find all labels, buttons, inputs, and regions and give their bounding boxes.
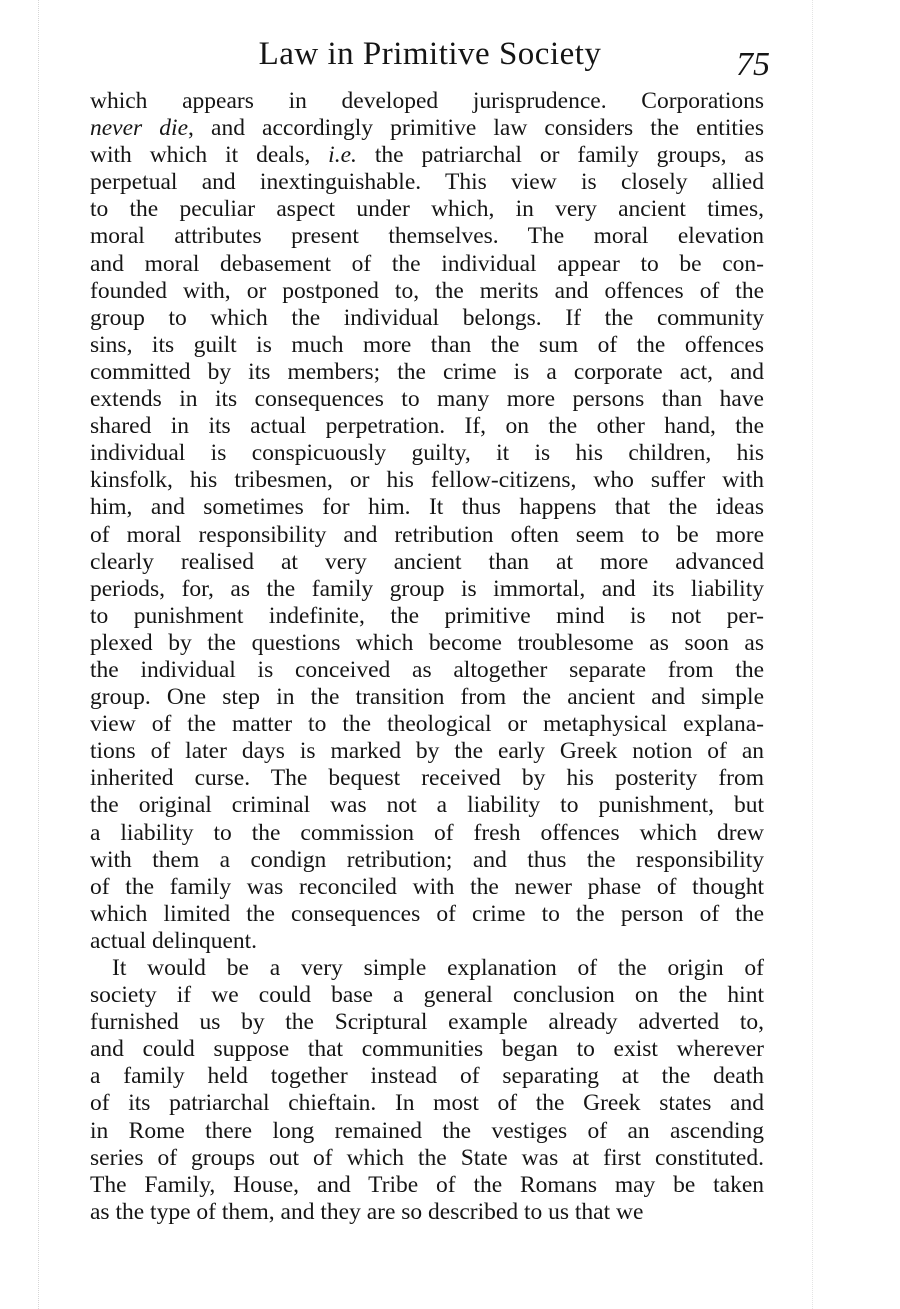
text-line: of its patriarchal chieftain. In most of the Greek states and [90, 1090, 764, 1117]
text-line: inherited curse. The bequest received by his posterity from [90, 765, 764, 792]
text-line: committed by its members; the crime is a corporate act, and [90, 358, 764, 385]
text-line: to the peculiar aspect under which, in very ancient times, [90, 196, 764, 223]
text-line: group. One step in the transition from the ancient and simple [90, 684, 764, 711]
text-line: as the type of them, and they are so described to us that we [90, 1198, 644, 1225]
text-line: plexed by the questions which become troublesome as soon as [90, 629, 764, 656]
running-title: Law in Primitive Society [258, 36, 602, 72]
scan-edge-left [38, 0, 41, 1309]
text-line: him, and sometimes for him. It thus happens that the ideas [90, 494, 764, 521]
scan-edge-right [812, 0, 815, 1309]
running-head [90, 36, 770, 86]
text-line: kinsfolk, his tribesmen, or his fellow-citizens, who suffer with [90, 467, 764, 494]
text-line: individual is conspicuously guilty, it is his children, his [90, 440, 764, 467]
body-text [90, 88, 764, 1226]
text-line: tions of later days is marked by the early Greek notion of an [90, 738, 764, 765]
text-run: the patriarchal or family groups, as [356, 142, 764, 169]
italic-phrase: i.e. [328, 142, 357, 169]
text-run: with which it deals, [90, 142, 329, 169]
text-line: moral attributes present themselves. The moral elevation [90, 223, 764, 250]
text-line: and moral debasement of the individual appear to be con- [90, 250, 764, 277]
text-line: society if we could base a general conclusion on the hint [90, 982, 764, 1009]
text-line: a liability to the commission of fresh offences which drew [90, 819, 764, 846]
text-line: the individual is conceived as altogether separate from the [90, 656, 764, 683]
text-line: series of groups out of which the State was at first constituted. [90, 1144, 764, 1171]
text-line: the original criminal was not a liability to punishment, but [90, 792, 764, 819]
text-line: clearly realised at very ancient than at more advanced [90, 548, 764, 575]
text-line: which limited the consequences of crime to the person of the [90, 900, 764, 927]
text-line: actual delinquent. [90, 927, 258, 954]
text-line: group to which the individual belongs. If the community [90, 304, 764, 331]
text-line: periods, for, as the family group is immortal, and its liability [90, 575, 764, 602]
text-line: sins, its guilt is much more than the sum of the offences [90, 331, 764, 358]
page-number: 75 [736, 46, 770, 83]
text-line: which appears in developed jurisprudence. Corporations [90, 88, 764, 114]
text-line: in Rome there long remained the vestiges of an ascending [90, 1117, 764, 1144]
italic-phrase: never die [90, 115, 189, 142]
text-line: perpetual and inextinguishable. This view is closely allied [90, 169, 764, 196]
text-line: a family held together instead of separating at the death [90, 1063, 764, 1090]
text-line: and could suppose that communities began to exist wherever [90, 1036, 764, 1063]
text-line: of moral responsibility and retribution often seem to be more [90, 521, 764, 548]
text-line: to punishment indefinite, the primitive mind is not per- [90, 602, 764, 629]
text-line: shared in its actual perpetration. If, on the other hand, the [90, 413, 764, 440]
text-line: extends in its consequences to many more persons than have [90, 386, 764, 413]
paragraph-2 [90, 955, 764, 1226]
text-line [90, 142, 764, 169]
text-line: founded with, or postponed to, the merits and offences of the [90, 277, 764, 304]
text-line: with them a condign retribution; and thus the responsibility [90, 846, 764, 873]
paragraph-1 [90, 88, 764, 955]
text-line: The Family, House, and Tribe of the Romans may be taken [90, 1171, 764, 1198]
text-line: of the family was reconciled with the newer phase of thought [90, 873, 764, 900]
text-line [90, 115, 764, 142]
text-line: It would be a very simple explanation of the origin of [112, 955, 764, 981]
text-run: , and accordingly primitive law considers the entities [188, 115, 764, 142]
text-line: view of the matter to the theological or metaphysical explana- [90, 711, 764, 738]
text-line: furnished us by the Scriptural example already adverted to, [90, 1009, 764, 1036]
